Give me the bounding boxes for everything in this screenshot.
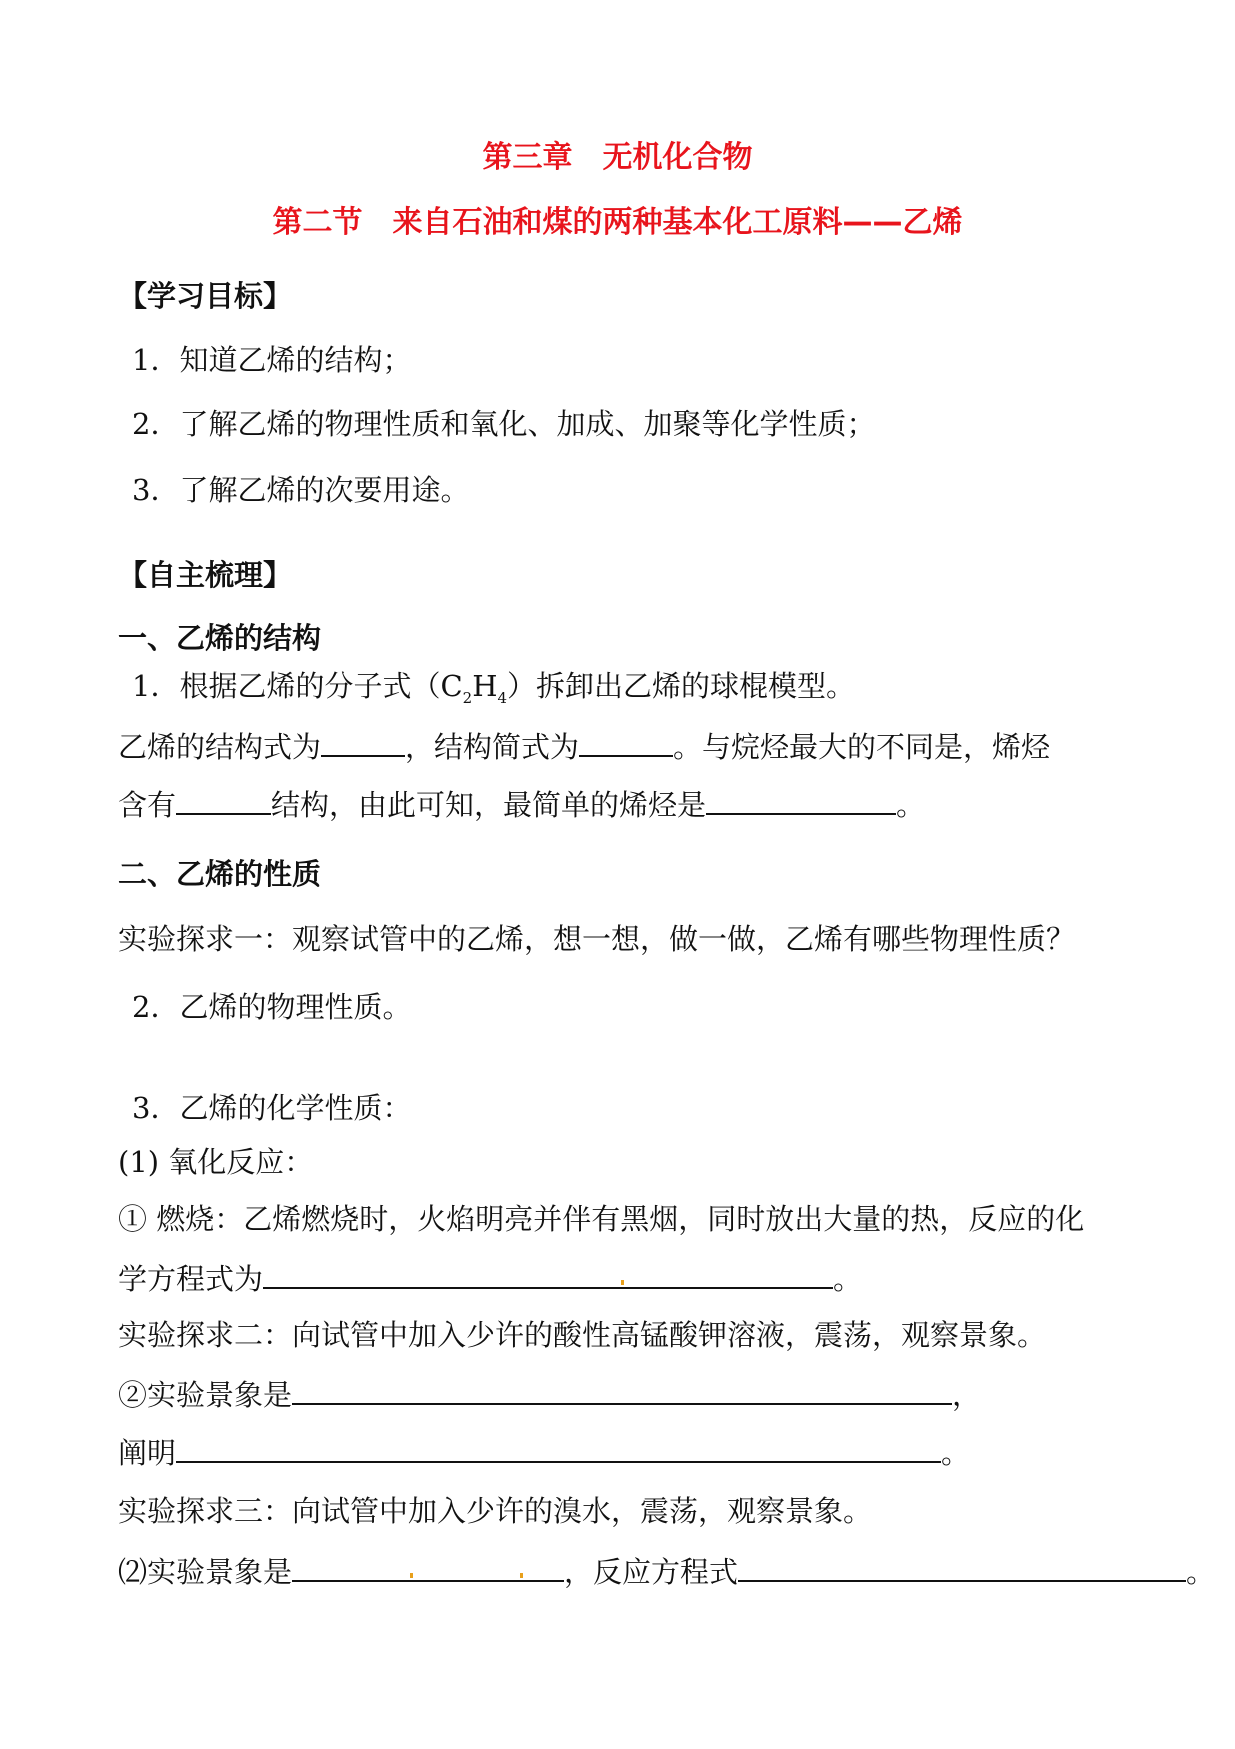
simple-formula-blank[interactable]	[579, 727, 673, 757]
formula-h: H	[472, 669, 498, 703]
simplest-alkene-label: 结构，由此可知，最简单的烯烃是	[271, 788, 707, 822]
phenomenon-2-comma: ，	[952, 1378, 982, 1412]
section-title: 第二节 来自石油和煤的两种基本化工原料——乙烯	[272, 205, 963, 240]
difference-text: 。与烷烃最大的不同是，烯烃	[673, 730, 1051, 764]
structure-formula-label: 乙烯的结构式为	[118, 730, 322, 764]
formula-subscript-2: 2	[462, 688, 473, 707]
phenomenon-2-blank[interactable]	[292, 1375, 952, 1405]
question-1-suffix: ）拆卸出乙烯的球棍模型。	[507, 669, 856, 703]
phenomenon-3-label: ⑵实验景象是	[118, 1555, 293, 1589]
equation-3-period: 。	[1186, 1555, 1216, 1589]
physical-properties: 2．乙烯的物理性质。	[132, 990, 412, 1024]
objectives-heading: 【学习目标】	[118, 279, 293, 313]
phenomenon-2-label: ②实验景象是	[118, 1378, 293, 1412]
contains-label: 含有	[118, 788, 177, 822]
explain-blank[interactable]	[176, 1433, 941, 1463]
experiment-3: 实验探求三：向试管中加入少许的溴水，震荡，观察景象。	[118, 1494, 873, 1528]
chemical-properties: 3．乙烯的化学性质：	[132, 1091, 412, 1125]
structure-line	[118, 727, 1050, 765]
oxidation-reaction: (1) 氧化反应：	[118, 1145, 314, 1179]
experiment-1: 实验探求一：观察试管中的乙烯，想一想，做一做，乙烯有哪些物理性质？	[118, 922, 1076, 956]
objective-item-2: 2．了解乙烯的物理性质和氧化、加成、加聚等化学性质；	[132, 407, 876, 441]
experiment-2: 实验探求二：向试管中加入少许的酸性高锰酸钾溶液，震荡，观察景象。	[118, 1318, 1047, 1352]
part1-question-1	[132, 668, 855, 716]
contains-line	[118, 785, 925, 823]
part2-heading: 二、乙烯的性质	[118, 857, 322, 891]
review-heading: 【自主梳理】	[118, 558, 293, 592]
objective-item-1: 1．知道乙烯的结构；	[132, 343, 412, 377]
question-1-prefix: 1．根据乙烯的分子式（C	[132, 669, 463, 703]
explain-period: 。	[941, 1436, 971, 1470]
equation-3-blank[interactable]	[738, 1552, 1186, 1582]
phenomenon-2-line	[118, 1375, 981, 1413]
combustion-equation-blank[interactable]	[263, 1259, 833, 1289]
equation-label: 学方程式为	[118, 1262, 264, 1296]
equation-3-label: ，反应方程式	[564, 1555, 739, 1589]
phenomenon-3-blank[interactable]	[292, 1552, 564, 1582]
part1-heading: 一、乙烯的结构	[118, 621, 322, 655]
equation-line	[118, 1259, 862, 1297]
simple-formula-label: ，结构简式为	[405, 730, 580, 764]
explain-line	[118, 1433, 970, 1471]
structure-formula-blank[interactable]	[321, 727, 405, 757]
objective-item-3: 3．了解乙烯的次要用途。	[132, 473, 470, 507]
formula-subscript-4: 4	[497, 688, 508, 707]
period: 。	[896, 788, 926, 822]
equation-period: 。	[833, 1262, 863, 1296]
simplest-alkene-blank[interactable]	[706, 785, 896, 815]
combustion-text: ① 燃烧：乙烯燃烧时，火焰明亮并伴有黑烟，同时放出大量的热，反应的化	[118, 1202, 1085, 1236]
explain-label: 阐明	[118, 1436, 177, 1470]
chapter-title: 第三章 无机化合物	[482, 140, 753, 175]
structure-type-blank[interactable]	[176, 785, 271, 815]
phenomenon-3-line	[118, 1552, 1215, 1590]
